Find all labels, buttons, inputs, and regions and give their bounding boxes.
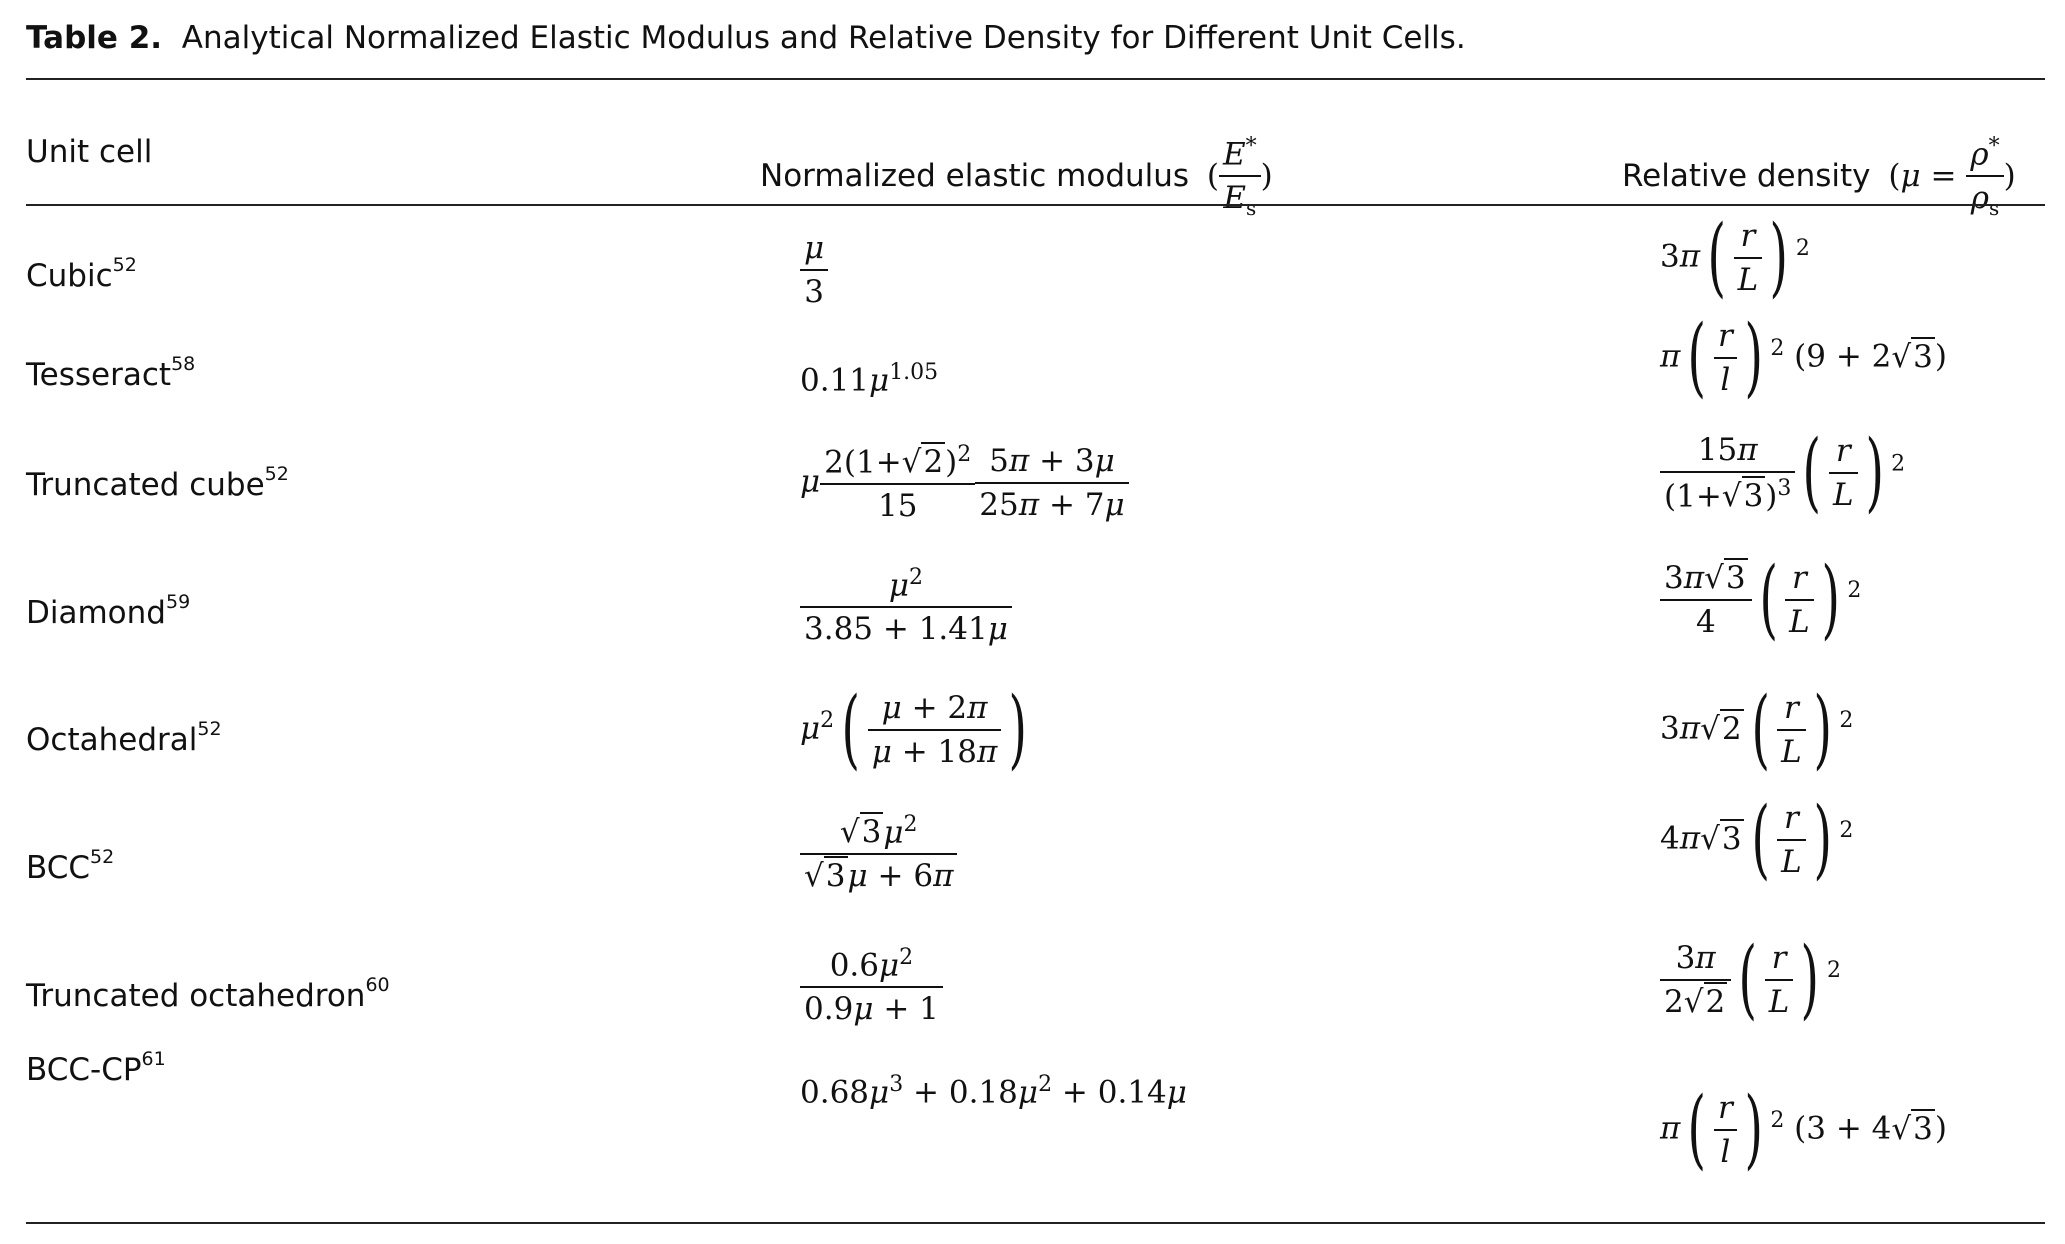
- header-modulus-label: Normalized elastic modulus: [760, 157, 1190, 194]
- header-unit-cell: Unit cell: [26, 134, 153, 170]
- header-rule: [26, 204, 2045, 206]
- top-rule: [26, 78, 2045, 80]
- table-label: Table 2.: [26, 20, 163, 56]
- density-formula-diamond: $\frac{3\pi√3}{4}$ ( $\frac{r}{L}$ ) $^2$: [1660, 560, 1861, 640]
- density-formula-truncated-octahedron: $\frac{3\pi}{2√2}$ ( $\frac{r}{L}$ ) $^2$: [1660, 940, 1841, 1020]
- density-formula-bcc: 4π√3 ( $\frac{r}{L}$ ) $^2$: [1660, 789, 1854, 890]
- density-formula-bcc-cp: π( $\frac{r}{l}$ ) $^2$ (3 + 4√3): [1660, 1079, 1948, 1180]
- table-row-label: Tesseract$^{58}$: [26, 352, 196, 393]
- table-caption-text: Analytical Normalized Elastic Modulus and Relative Density for Different Unit Cells.: [181, 20, 1466, 56]
- modulus-formula-diamond: $\frac{\mu^2}{3.85 + 1.41\mu}$: [800, 565, 1012, 647]
- table-row-label: Diamond$^{59}$: [26, 590, 191, 631]
- table-row-label: BCC$^{52}$: [26, 845, 115, 886]
- modulus-formula-octahedral: $\mu^2$( $\frac{\mu + 2\pi}{\mu + 18\pi}$ ): [800, 679, 1028, 780]
- modulus-formula-tesseract: $0.11\mu^{1.05}$: [800, 360, 939, 399]
- density-formula-truncated-cube: $\frac{15\pi}{(1+√3)^3}$ ( $\frac{r}{L}$ ) $^2$: [1660, 432, 1905, 514]
- header-density: [1622, 134, 2016, 221]
- table-row-label: BCC-CP$^{61}$: [26, 1047, 166, 1088]
- table-caption: [26, 20, 1466, 56]
- header-density-label: Relative density: [1622, 157, 1871, 194]
- density-formula-tesseract: π( $\frac{r}{l}$ ) $^2$ (9 + 2√3): [1660, 307, 1948, 408]
- density-formula-cubic: 3π( $\frac{r}{L}$ ) $^2$: [1660, 207, 1810, 308]
- header-modulus: [760, 134, 1273, 221]
- table-row-label: Octahedral$^{52}$: [26, 717, 222, 758]
- modulus-formula-bcc-cp: $0.68\mu^3 + 0.18\mu^2 + 0.14\mu$: [800, 1072, 1187, 1111]
- modulus-ratio-formula: ( $\frac{E^*}{E_s}$ ): [1206, 134, 1273, 221]
- density-formula-octahedral: 3π√2 ( $\frac{r}{L}$ ) $^2$: [1660, 679, 1854, 780]
- modulus-formula-bcc: $\frac{√3\mu^2}{√3\mu + 6\pi}$: [800, 812, 957, 894]
- table-row-label: Cubic$^{52}$: [26, 253, 137, 294]
- bottom-rule: [26, 1222, 2045, 1224]
- modulus-formula-truncated-cube: μ $\frac{2(1+√2)^2}{15}$ $\frac{5\pi + 3\mu}{25\pi + 7\mu}$: [800, 442, 1129, 524]
- modulus-formula-cubic: $\frac{\mu}{3}$: [800, 230, 828, 310]
- modulus-formula-truncated-octahedron: $\frac{0.6\mu^2}{0.9\mu + 1}$: [800, 945, 943, 1027]
- table-row-label: Truncated cube$^{52}$: [26, 462, 289, 503]
- density-ratio-formula: (μ = $\frac{\rho^*}{\rho_s}$ ): [1888, 134, 2016, 221]
- table-row-label: Truncated octahedron$^{60}$: [26, 973, 390, 1014]
